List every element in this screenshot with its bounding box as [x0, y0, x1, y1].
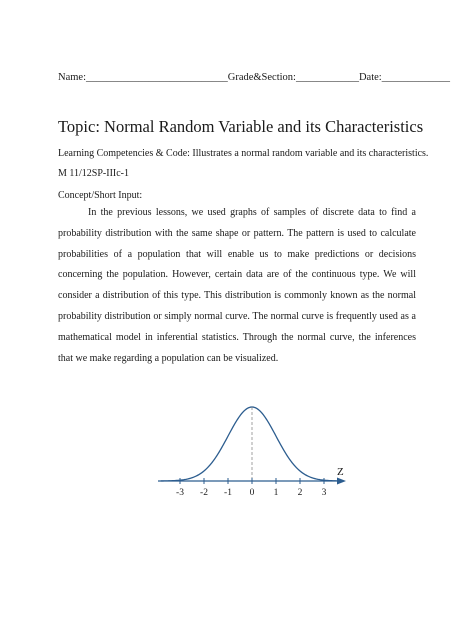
tick-label: 2: [297, 488, 303, 498]
tick-label: 1: [273, 488, 279, 498]
tick-label: -3: [176, 488, 184, 498]
z-axis-label: Z: [337, 466, 344, 478]
concept-label: Concept/Short Input:: [58, 190, 143, 201]
tick-label: 3: [321, 488, 327, 498]
concept-paragraph: In the previous lessons, we used graphs of samples of discrete data to find a probability distribution with the same shape or pattern. The pattern is used to calculate probabilities of a population that will enable us to make predictions or decisions concerning the population. However, certain data are of the continuous type. We will consider a distribution of this type. This distribution is commonly known as the normal probability distribution or simply normal curve. The normal curve is frequently used as a mathematical model in inferential statistics. Through the normal curve, the inferences that we make regarding a population can be visualized.: [58, 207, 416, 364]
tick-label: 0: [249, 488, 255, 498]
page-title: Topic: Normal Random Variable and its Characteristics: [58, 117, 424, 136]
z-axis-arrow: [337, 478, 346, 485]
tick-label: -1: [224, 488, 232, 498]
tick-label: -2: [200, 488, 208, 498]
learning-competency: Learning Competencies & Code: Illustrates a normal random variable and its characteristics.: [58, 148, 429, 159]
normal-curve-figure: [150, 395, 360, 505]
competency-code: M 11/12SP-IIIc-1: [58, 168, 130, 179]
header-fields: Name:___________________________Grade&Section:____________Date:_____________: [58, 72, 450, 83]
